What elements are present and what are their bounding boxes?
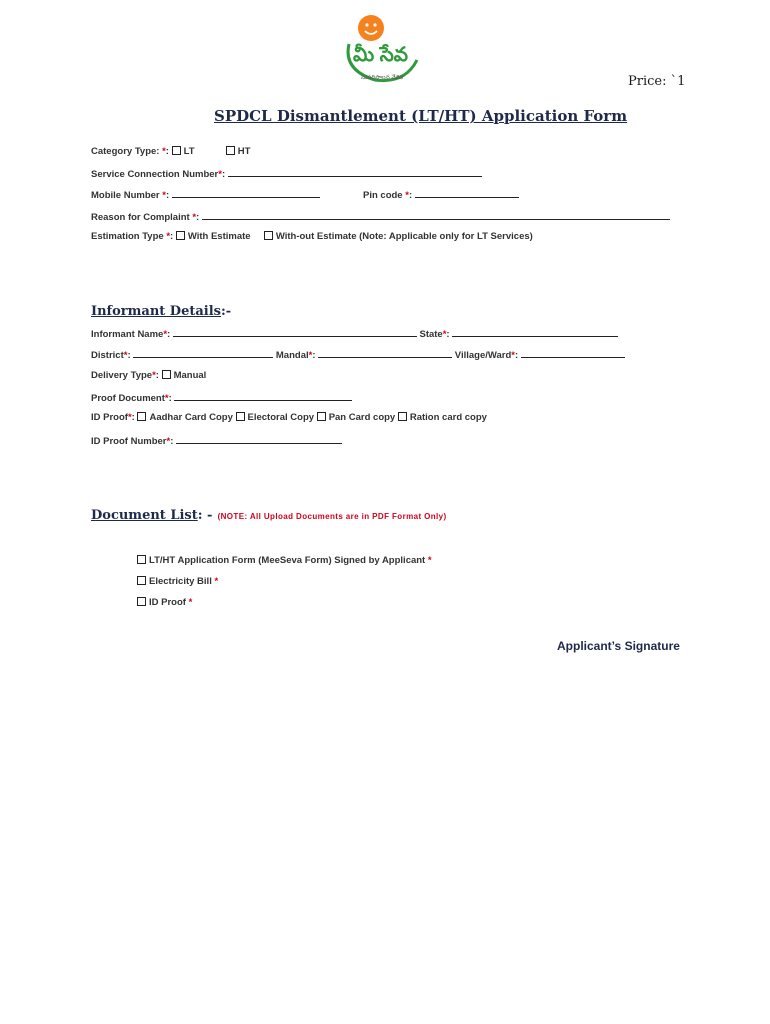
colon: :: [167, 329, 171, 340]
doc-label: Electricity Bill: [149, 576, 212, 587]
informant-name-label: Informant Name: [91, 329, 164, 340]
mandal-field[interactable]: [318, 348, 452, 358]
required-mark: *: [152, 370, 156, 381]
doc-checkbox[interactable]: [137, 576, 146, 585]
required-mark: *: [442, 329, 447, 340]
colon: :: [131, 412, 135, 423]
colon: :: [196, 212, 200, 223]
delivery-label: Delivery Type: [91, 370, 153, 381]
doc-checkbox[interactable]: [137, 555, 146, 564]
lt-label: LT: [183, 146, 195, 157]
pan-label: Pan Card copy: [328, 412, 396, 423]
colon: :: [155, 370, 159, 381]
doc-item: [137, 555, 432, 566]
colon: :: [165, 190, 170, 201]
village-field[interactable]: [521, 348, 625, 358]
pan-checkbox[interactable]: [317, 412, 326, 421]
id-proof-label: ID Proof: [91, 412, 128, 423]
ration-checkbox[interactable]: [398, 412, 407, 421]
document-list-heading-text: Document List: [91, 508, 198, 523]
colon: :: [221, 169, 226, 180]
document-list-sep: : -: [197, 508, 213, 523]
required-mark: *: [162, 146, 166, 157]
doc-item: [137, 576, 218, 587]
service-connection-field[interactable]: [228, 167, 482, 177]
required-mark: *: [163, 329, 168, 340]
document-list-note: (NOTE: All Upload Documents are in PDF Format Only): [217, 512, 447, 521]
logo-title: మీ సేవ: [353, 44, 408, 66]
proof-document-label: Proof Document: [91, 393, 165, 404]
electoral-label: Electoral Copy: [247, 412, 315, 423]
proof-document-field[interactable]: [174, 391, 352, 401]
id-proof-number-label: ID Proof Number: [91, 436, 167, 447]
reason-label: Reason for Complaint: [91, 212, 193, 223]
required-mark: *: [166, 231, 171, 242]
mobile-field[interactable]: [172, 188, 320, 198]
ht-checkbox[interactable]: [226, 146, 235, 155]
required-mark: *: [192, 212, 197, 223]
required-mark: *: [308, 350, 313, 361]
manual-label: Manual: [173, 370, 207, 381]
aadhar-label: Aadhar Card Copy: [149, 412, 233, 423]
district-label: District: [91, 350, 124, 361]
required-mark: *: [127, 412, 132, 423]
service-connection-label: Service Connection Number: [91, 169, 219, 180]
colon: :: [165, 146, 169, 157]
colon: :: [168, 393, 172, 404]
colon: :: [446, 329, 450, 340]
informant-name-row: [91, 327, 618, 340]
id-proof-number-field[interactable]: [176, 434, 342, 444]
colon: :: [170, 436, 174, 447]
required-mark: *: [164, 393, 169, 404]
with-estimate-label: With Estimate: [187, 231, 251, 242]
doc-checkbox[interactable]: [137, 597, 146, 606]
category-row: [91, 146, 250, 157]
district-row: [91, 348, 625, 361]
without-estimate-label: With-out Estimate (Note: Applicable only for LT Services): [275, 231, 533, 242]
colon: :: [408, 190, 413, 201]
district-field[interactable]: [133, 348, 273, 358]
aadhar-checkbox[interactable]: [137, 412, 146, 421]
state-field[interactable]: [452, 327, 618, 337]
informant-name-field[interactable]: [173, 327, 417, 337]
proof-document-row: [91, 391, 352, 404]
delivery-row: [91, 370, 206, 381]
required-mark: *: [123, 350, 128, 361]
category-label: Category Type:: [91, 146, 163, 157]
required-mark: *: [405, 190, 409, 201]
lt-checkbox[interactable]: [172, 146, 181, 155]
village-label: Village/Ward: [454, 350, 512, 361]
estimation-row: [91, 231, 533, 242]
required-mark: *: [162, 190, 166, 201]
service-connection-row: [91, 167, 482, 180]
informant-heading-suffix: :-: [220, 304, 232, 319]
id-proof-row: [91, 412, 487, 423]
colon: :: [127, 350, 131, 361]
colon: :: [312, 350, 316, 361]
mandal-label: Mandal: [275, 350, 309, 361]
informant-heading-text: Informant Details: [91, 304, 221, 319]
doc-label: ID Proof: [149, 597, 186, 608]
id-proof-number-row: [91, 434, 342, 447]
with-estimate-checkbox[interactable]: [176, 231, 185, 240]
required-mark: *: [218, 169, 222, 180]
ht-label: HT: [237, 146, 251, 157]
mobile-row: [91, 188, 320, 201]
required-mark: *: [166, 436, 171, 447]
required-mark: *: [427, 555, 432, 566]
electoral-checkbox[interactable]: [236, 412, 245, 421]
estimation-label: Estimation Type: [91, 231, 167, 242]
colon: :: [170, 231, 174, 242]
informant-heading: [91, 300, 231, 319]
form-title: SPDCL Dismantlement (LT/HT) Application Form: [214, 107, 628, 125]
ration-label: Ration card copy: [409, 412, 487, 423]
applicant-signature: Applicant’s Signature: [557, 639, 680, 653]
logo-tagline: సుపరిపాలన వేదిక: [361, 75, 404, 81]
colon: :: [514, 350, 519, 361]
document-list-heading: [91, 504, 447, 523]
required-mark: *: [511, 350, 515, 361]
reason-row: [91, 210, 670, 223]
pincode-label: Pin code: [363, 190, 406, 201]
manual-checkbox[interactable]: [162, 370, 171, 379]
pincode-row: [363, 188, 519, 201]
mobile-label: Mobile Number: [91, 190, 163, 201]
required-mark: *: [188, 597, 193, 608]
doc-label: LT/HT Application Form (MeeSeva Form) Signed by Applicant: [149, 555, 426, 566]
price-label: Price: `1: [628, 74, 686, 89]
meeseva-logo: [335, 10, 425, 90]
required-mark: *: [214, 576, 219, 587]
state-label: State: [419, 329, 443, 340]
reason-field[interactable]: [202, 210, 670, 220]
without-estimate-checkbox[interactable]: [264, 231, 273, 240]
pincode-field[interactable]: [415, 188, 519, 198]
doc-item: [137, 597, 192, 608]
